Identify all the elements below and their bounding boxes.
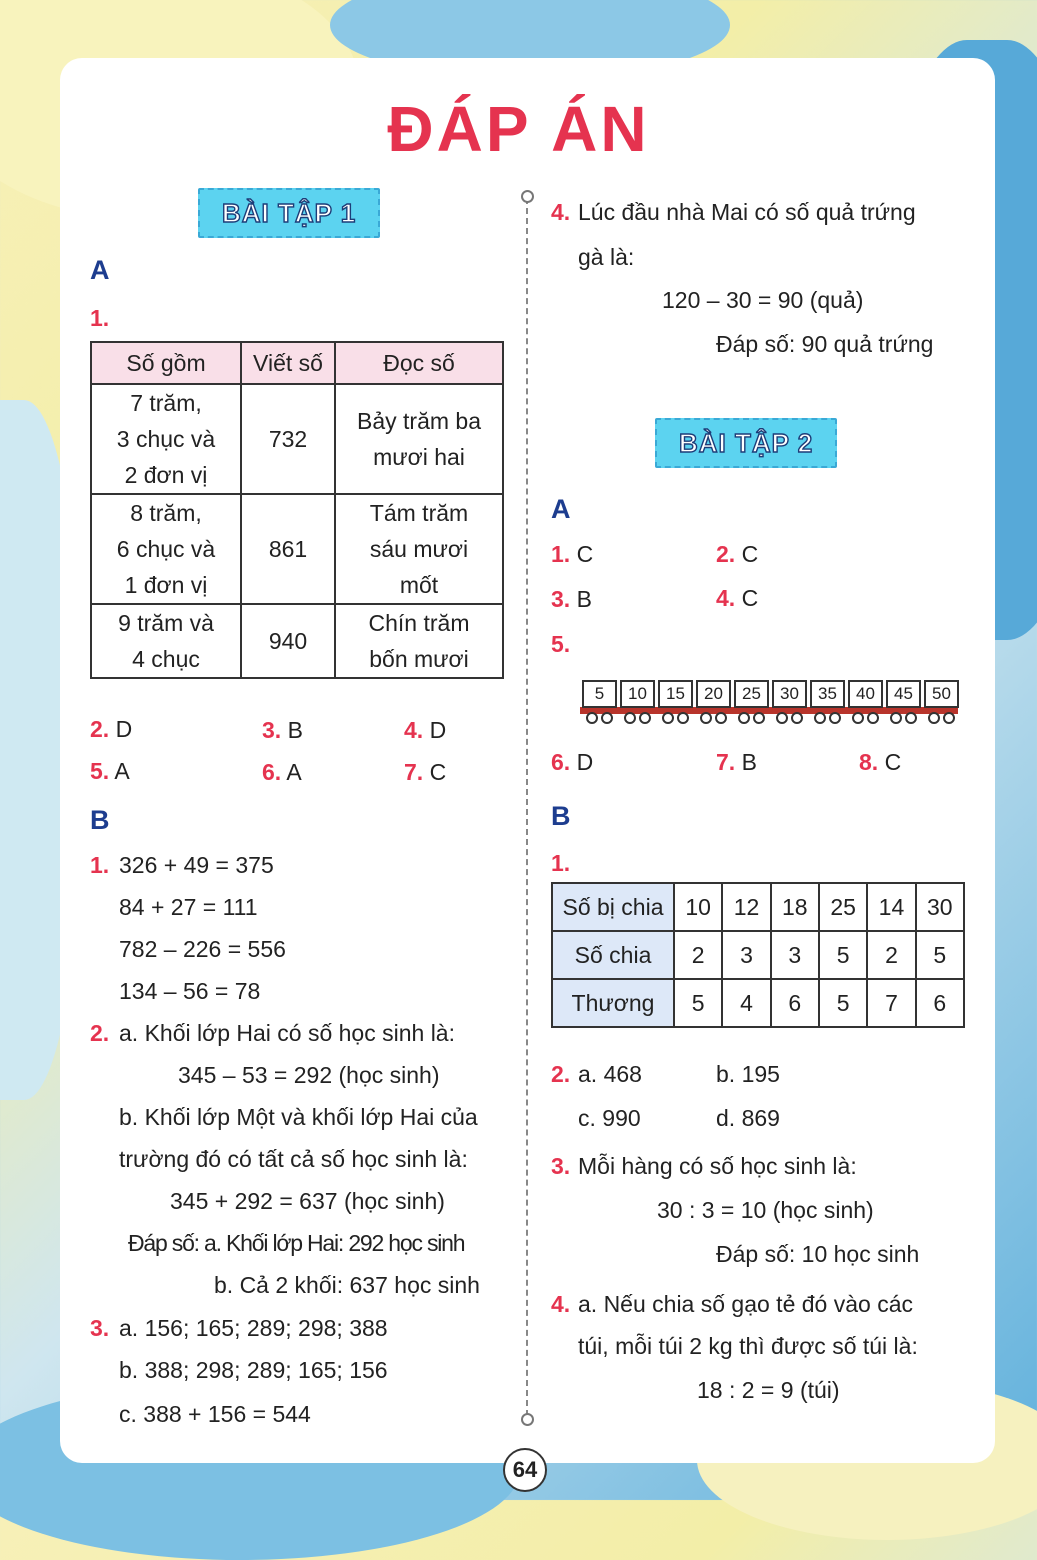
page-number: 64 [503,1448,547,1492]
text-line: a. 156; 165; 289; 298; 388 [119,1315,388,1341]
wheel-icon [677,712,689,724]
table-header-row [91,342,503,384]
text-line: b. 388; 298; 289; 165; 156 [119,1357,388,1383]
wheel-icon [700,712,712,724]
section-b-heading: B [90,805,110,835]
calculation-line: 326 + 49 = 375 [119,852,274,878]
section-a-heading: A [551,494,571,524]
table-row [552,979,964,1027]
wheel-icon [867,712,879,724]
wheel-icon [776,712,788,724]
answer-line: Đáp số: a. Khối lớp Hai: 292 học sinh [128,1230,465,1256]
table-cell: Chín trăm bốn mươi [335,604,503,678]
text-line: túi, mỗi túi 2 kg thì được số túi là: [578,1333,918,1359]
train-car: 10 [620,680,655,708]
answer-item: c. 990 [578,1105,641,1131]
answer-item: 8. C [859,749,902,775]
answer-line: Đáp số: 10 học sinh [716,1241,920,1267]
train-rail [580,707,958,714]
calculation-line: 18 : 2 = 9 (túi) [697,1377,840,1403]
table-cell: 7 trăm, 3 chục và 2 đơn vị [91,384,241,494]
table-cell: 25 [819,883,867,931]
table-cell: 9 trăm và 4 chục [91,604,241,678]
table-cell: 10 [674,883,722,931]
table-cell: 5 [916,931,964,979]
wheel-icon [662,712,674,724]
train-car: 5 [582,680,617,708]
question-number: 2. [90,1020,110,1046]
table-cell: 4 [722,979,770,1027]
answer-item: 7. B [716,749,757,775]
train-car: 25 [734,680,769,708]
text-line: trường đó có tất cả số học sinh là: [119,1146,468,1172]
train-car: 30 [772,680,807,708]
calculation-line: 120 – 30 = 90 (quả) [662,287,864,313]
wheel-icon [624,712,636,724]
calculation-line: 84 + 27 = 111 [119,894,258,920]
answer-item: 1. C [551,541,594,567]
answer-item: 2. C [716,541,759,567]
wheel-icon [890,712,902,724]
calculation-line: 30 : 3 = 10 (học sinh) [657,1197,874,1223]
table-cell: 5 [819,931,867,979]
divider-dot [521,190,534,203]
table-cell: 5 [819,979,867,1027]
table-row [91,494,503,604]
table-cell: 5 [674,979,722,1027]
text-line: Mỗi hàng có số học sinh là: [578,1153,857,1179]
question-number: 1. [551,850,571,876]
answer-item: 3. B [551,586,592,612]
answer-line: Đáp số: 90 quả trứng [716,331,934,357]
table-cell: 30 [916,883,964,931]
calculation-line: 782 – 226 = 556 [119,936,286,962]
table-cell: 2 [674,931,722,979]
section-a-heading: A [90,255,110,285]
text-line: a. Khối lớp Hai có số học sinh là: [119,1020,455,1046]
answer-item: 6. A [262,759,302,785]
column-divider [526,198,528,1416]
table-row [552,883,964,931]
table-row [552,931,964,979]
table-cell: 2 [867,931,915,979]
row-label: Số chia [552,931,674,979]
answer-line: b. Cả 2 khối: 637 học sinh [214,1272,480,1298]
table-row [91,604,503,678]
wheel-icon [814,712,826,724]
table-cell: 6 [771,979,819,1027]
answer-item: 4. C [716,585,759,611]
table-cell: 7 [867,979,915,1027]
table-cell: 18 [771,883,819,931]
wheel-icon [943,712,955,724]
divider-dot [521,1413,534,1426]
answer-item: a. 468 [578,1061,642,1087]
table-cell: 14 [867,883,915,931]
train-car: 45 [886,680,921,708]
wheel-icon [715,712,727,724]
train-car: 20 [696,680,731,708]
wheel-icon [791,712,803,724]
answer-item: d. 869 [716,1105,780,1131]
question-number: 1. [90,305,110,331]
table-header: Số gồm [91,342,241,384]
train-car: 15 [658,680,693,708]
row-label: Thương [552,979,674,1027]
answer-item: b. 195 [716,1061,780,1087]
answer-item: 6. D [551,749,594,775]
question-number: 2. [551,1061,571,1087]
table-row [91,384,503,494]
wheel-icon [905,712,917,724]
table-cell: 8 trăm, 6 chục và 1 đơn vị [91,494,241,604]
calculation-line: 134 – 56 = 78 [119,978,261,1004]
text-line: gà là: [578,244,635,270]
table-header: Đọc số [335,342,503,384]
text-line: a. Nếu chia số gạo tẻ đó vào các [578,1291,913,1317]
wheel-icon [738,712,750,724]
wheel-icon [586,712,598,724]
train-car: 50 [924,680,959,708]
wheel-icon [639,712,651,724]
question-number: 1. [90,852,110,878]
table-cell: Bảy trăm ba mươi hai [335,384,503,494]
section-b-heading: B [551,801,571,831]
table-cell: 732 [241,384,335,494]
table-cell: 6 [916,979,964,1027]
answer-item: 7. C [404,759,447,785]
table-cell: 3 [771,931,819,979]
table-cell: 3 [722,931,770,979]
text-line: b. Khối lớp Một và khối lớp Hai của [119,1104,478,1130]
table-cell: 940 [241,604,335,678]
answer-item: 3. B [262,717,303,743]
row-label: Số bị chia [552,883,674,931]
answer-item: 5. A [90,758,130,784]
question-number: 3. [551,1153,571,1179]
number-train [580,680,960,722]
place-value-table [90,341,504,679]
text-line: Lúc đầu nhà Mai có số quả trứng [578,199,916,225]
wheel-icon [928,712,940,724]
table-cell: 861 [241,494,335,604]
question-number: 3. [90,1315,110,1341]
wheel-icon [852,712,864,724]
calculation-line: 345 – 53 = 292 (học sinh) [178,1062,440,1088]
table-cell: 12 [722,883,770,931]
wheel-icon [829,712,841,724]
table-cell: Tám trăm sáu mươi mốt [335,494,503,604]
calculation-line: 345 + 292 = 637 (học sinh) [170,1188,445,1214]
question-number: 4. [551,1291,571,1317]
train-car: 40 [848,680,883,708]
wheel-icon [601,712,613,724]
section-badge-bai-tap-1: BÀI TẬP 1 [198,188,380,238]
division-table [551,882,965,1028]
wheel-icon [753,712,765,724]
text-line: c. 388 + 156 = 544 [119,1401,311,1427]
question-number: 5. [551,631,571,657]
answer-item: 4. D [404,717,447,743]
section-badge-bai-tap-2: BÀI TẬP 2 [655,418,837,468]
table-header: Viết số [241,342,335,384]
page-title: ĐÁP ÁN [387,93,650,165]
train-car: 35 [810,680,845,708]
question-number: 4. [551,199,571,225]
answer-item: 2. D [90,716,133,742]
